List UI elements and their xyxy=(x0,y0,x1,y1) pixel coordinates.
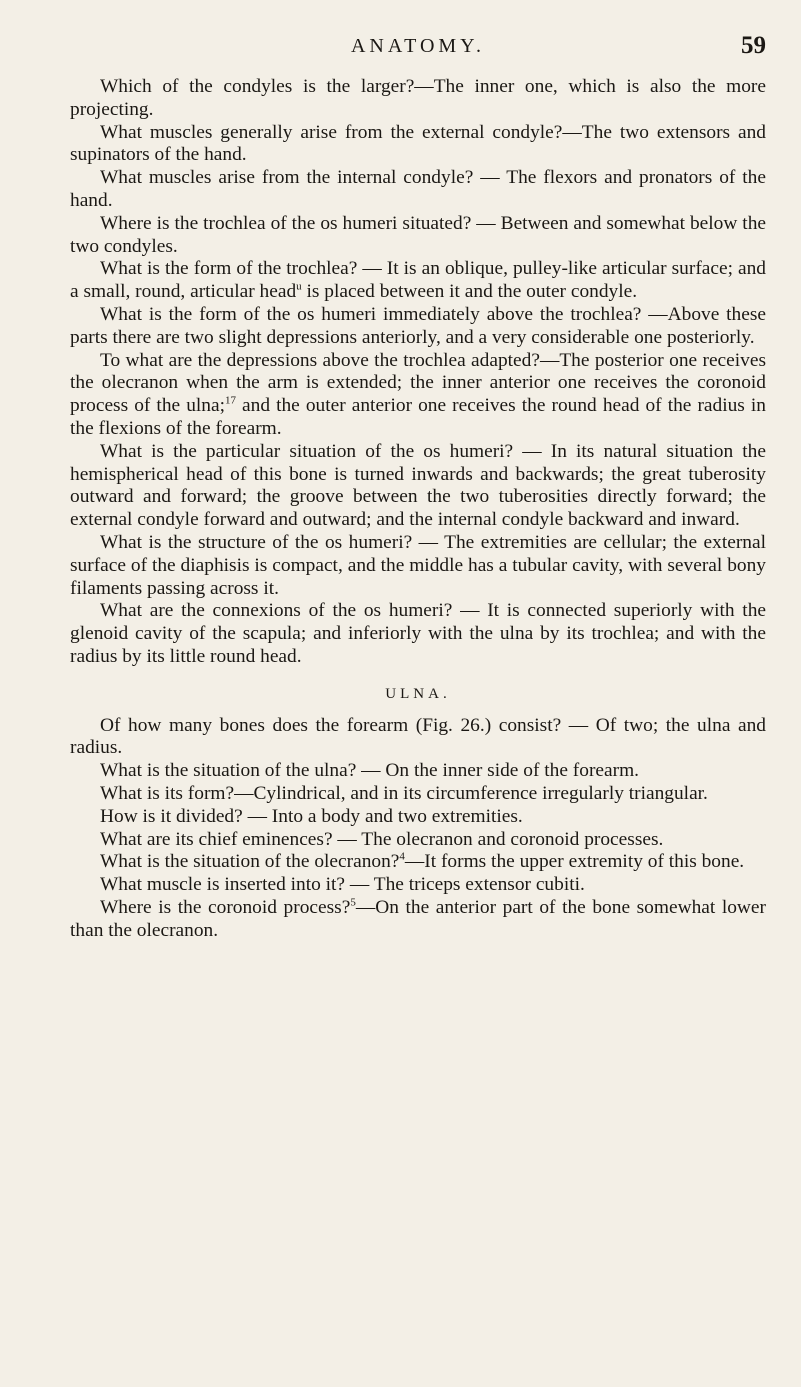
paragraph xyxy=(70,350,766,441)
footnote-marker: 4 xyxy=(399,850,405,863)
paragraph-text: What is the situation of the olecranon? xyxy=(100,851,400,873)
paragraph-text: and the outer anterior one receives the round head of the radius in the flexions of the forearm. xyxy=(70,395,766,439)
paragraph: What is its form?—Cylindrical, and in its circumference irregularly triangular. xyxy=(100,782,708,804)
paragraph: How is it divided? — Into a body and two extremities. xyxy=(100,805,523,827)
paragraph: Where is the trochlea of the os humeri situated? — Between and somewhat below the two condyles. xyxy=(70,212,766,257)
paragraph: What is the structure of the os humeri? — The extremities are cellular; the external surface of the diaphisis is compact, and the middle has a tubular cavity, with several bony filaments passing across it. xyxy=(70,531,766,599)
paragraph-text: is placed between it and the outer condyle. xyxy=(301,281,638,303)
section-heading-ulna: ULNA. xyxy=(385,685,451,702)
paragraph xyxy=(70,897,766,943)
paragraph-text: Where is the coronoid process? xyxy=(100,896,351,918)
paragraph: What is the form of the os humeri immediately above the trochlea? —Above these parts there are two slight depressions anteriorly, and a very considerable one posteriorly. xyxy=(70,303,766,348)
page-number: 59 xyxy=(741,32,766,59)
paragraph: What is the particular situation of the os humeri? — In its natural situation the hemispherical head of this bone is turned inwards and backwards; the great tuberosity outward and forward; the groove between the two tuberosities directly forward; the external condyle forward and outward; and the internal condyle backward and inward. xyxy=(70,440,766,531)
footnote-marker: u xyxy=(296,280,302,293)
paragraph: What muscles generally arise from the external condyle?—The two extensors and supinators of the hand. xyxy=(70,121,766,166)
paragraph: Of how many bones does the forearm (Fig. 26.) consist? — Of two; the ulna and radius. xyxy=(70,714,766,759)
running-header xyxy=(70,32,766,62)
paragraph-text: What is the form of the trochlea? — It is an oblique, pulley-like articular surface; and a small, round, articular head xyxy=(70,258,766,303)
paragraph: What are its chief eminences? — The olecranon and coronoid processes. xyxy=(100,828,664,850)
page-body xyxy=(70,76,766,942)
footnote-marker: 5 xyxy=(350,896,356,909)
paragraph-text: —On the anterior part of the bone somewhat lower than the olecranon. xyxy=(70,896,766,941)
paragraph: What muscles arise from the internal condyle? — The flexors and pronators of the hand. xyxy=(70,167,766,211)
running-title: ANATOMY. xyxy=(350,35,486,57)
paragraph-text: —It forms the upper extremity of this bone. xyxy=(404,851,745,873)
paragraph-text: To what are the depressions above the trochlea adapted?—The posterior one receives the olecranon when the arm is extended; the inner anterior one receives the coronoid process of the ulna; xyxy=(70,349,766,417)
paragraph: What are the connexions of the os humeri? — It is connected superiorly with the glenoid cavity of the scapula; and inferiorly with the ulna by its trochlea; and with the radius by its little round head. xyxy=(70,600,766,667)
paragraph xyxy=(70,258,766,304)
paragraph: What muscle is inserted into it? — The triceps extensor cubiti. xyxy=(100,874,585,896)
paragraph xyxy=(70,851,766,874)
paragraph: Which of the condyles is the larger?—The inner one, which is also the more projecting. xyxy=(70,76,766,120)
footnote-marker: 17 xyxy=(224,394,236,407)
paragraph: What is the situation of the ulna? — On the inner side of the forearm. xyxy=(100,760,640,782)
